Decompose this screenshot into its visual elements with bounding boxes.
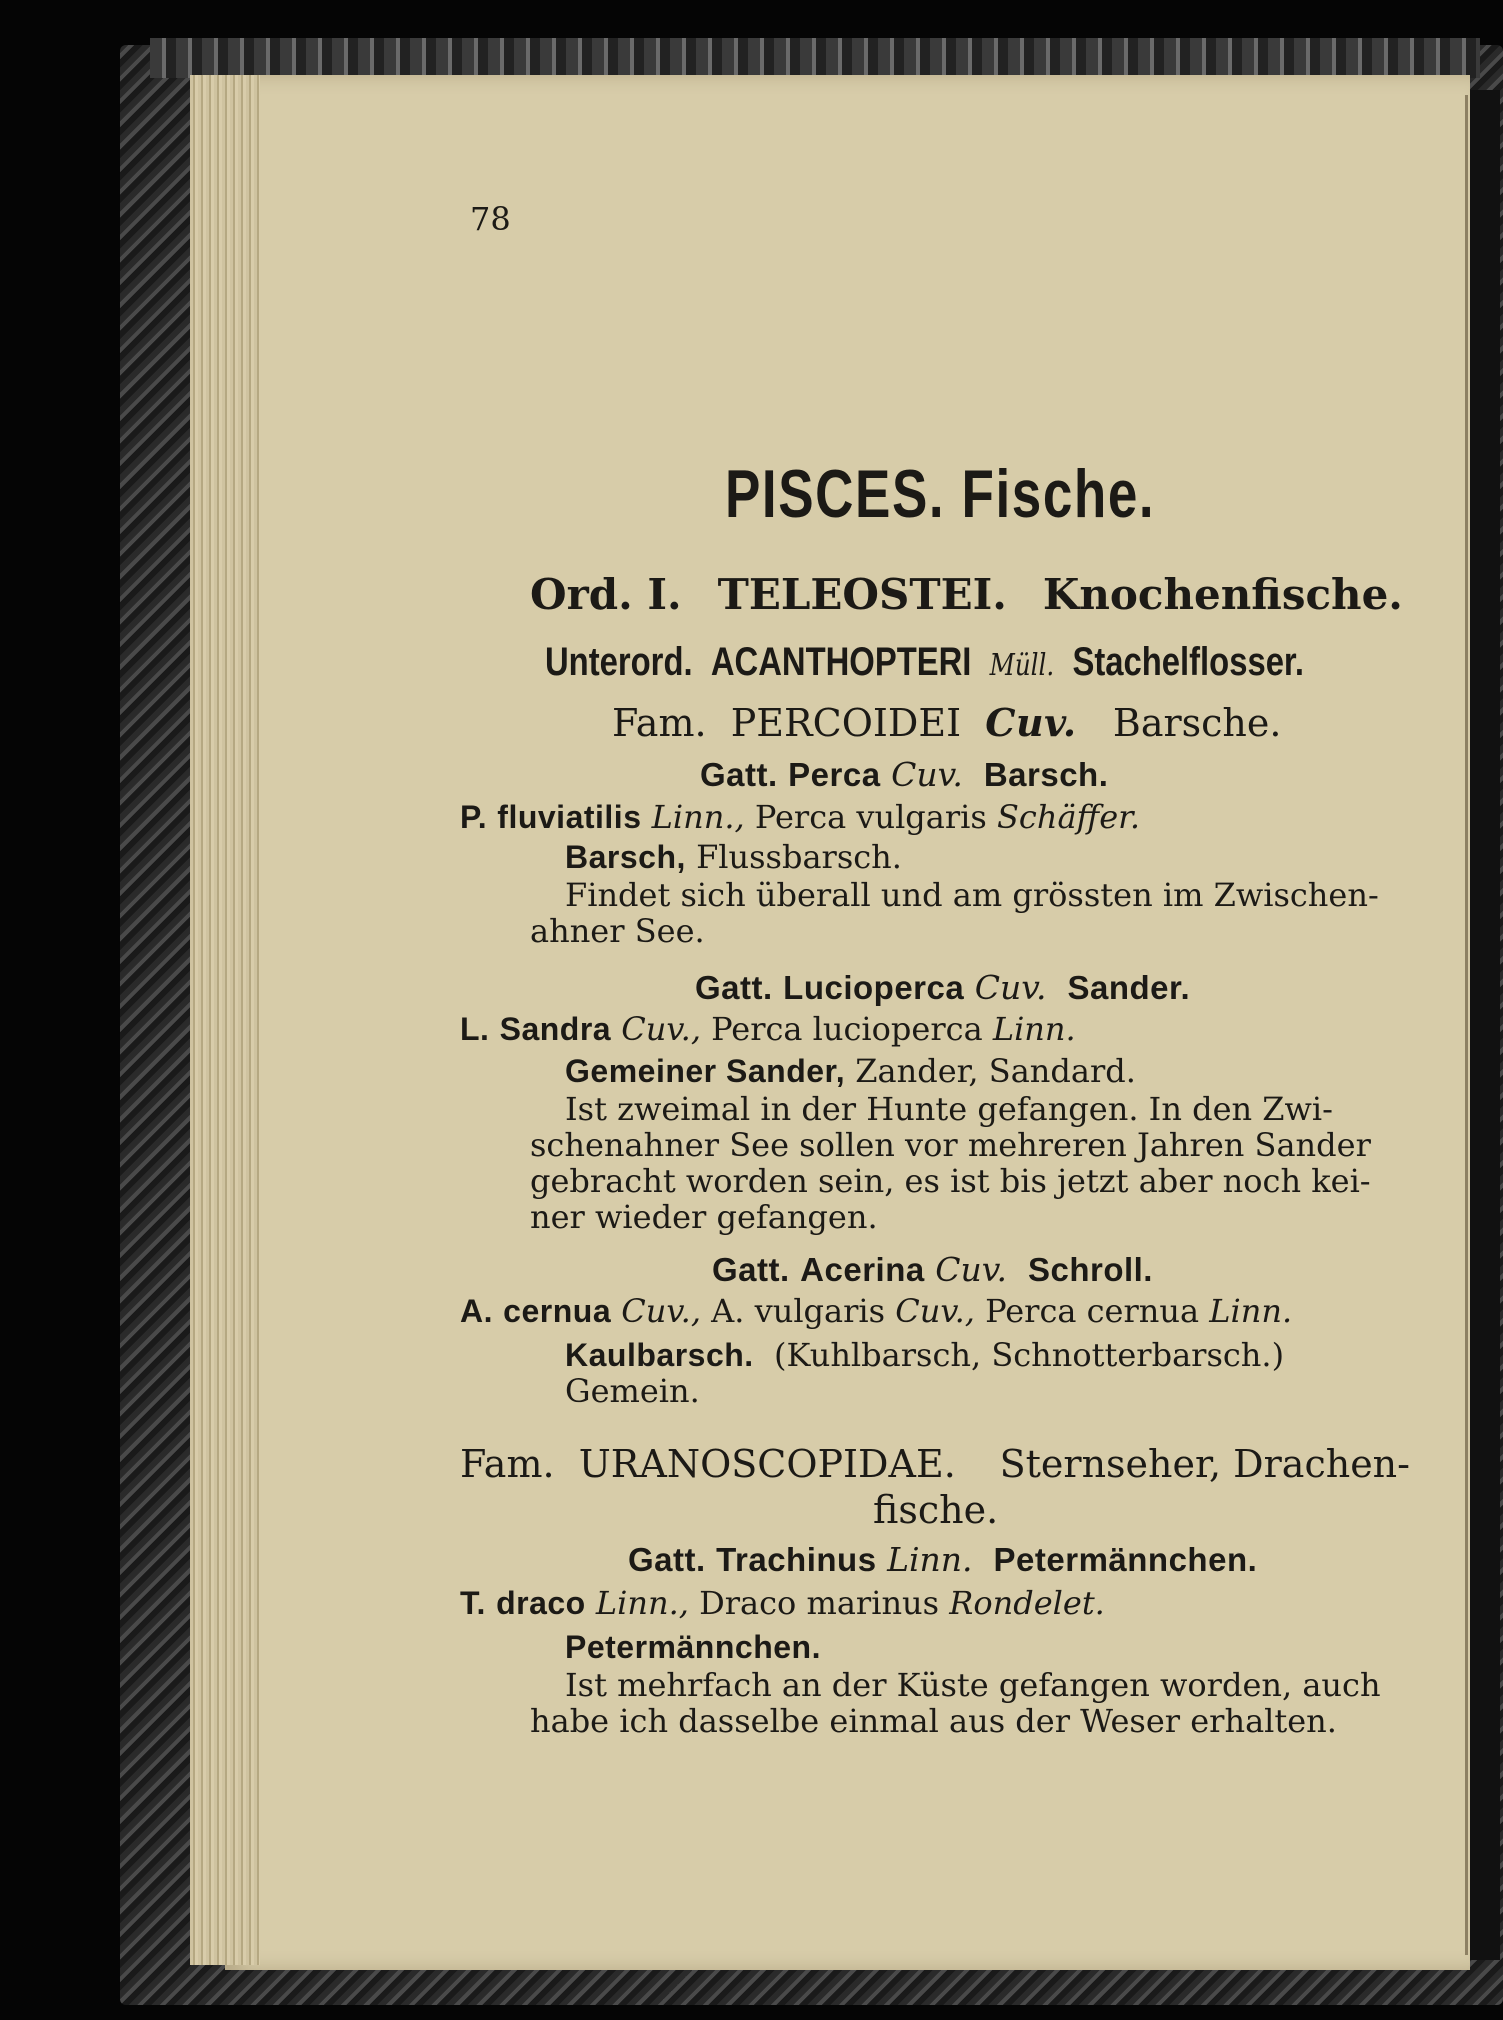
genus1-german: Barsch. xyxy=(983,756,1109,793)
species4-abbr: T. xyxy=(460,1585,486,1621)
family1-author: Cuv. xyxy=(985,700,1077,745)
species4-synonym: Draco marinus xyxy=(699,1584,940,1622)
species1-author: Linn., xyxy=(651,798,745,836)
genus3-latin: Acerina xyxy=(800,1251,925,1288)
order-latin: TELEOSTEI. xyxy=(717,570,1007,619)
species3-syn1-author: Cuv., xyxy=(895,1292,975,1330)
genus2-label: Gatt. xyxy=(695,969,773,1006)
species2-syn-author: Linn. xyxy=(992,1010,1076,1048)
order-label: Ord. I. xyxy=(530,570,682,619)
page-number: 78 xyxy=(470,200,511,238)
species3-note-1: Gemein. xyxy=(565,1372,700,1410)
species-line-4 xyxy=(460,1584,1105,1622)
family-heading-2 xyxy=(460,1442,1410,1486)
species3-common-bold: Kaulbarsch. xyxy=(565,1337,754,1373)
family2-german-1: Sternseher, Drachen- xyxy=(999,1442,1410,1486)
genus-heading-4 xyxy=(628,1540,1257,1579)
species2-common-rest: Zander, Sandard. xyxy=(855,1052,1136,1090)
genus4-author: Linn. xyxy=(887,1540,973,1579)
species3-syn2-author: Linn. xyxy=(1209,1292,1293,1330)
species3-name: cernua xyxy=(503,1293,612,1329)
family1-label: Fam. xyxy=(612,701,707,745)
genus4-latin: Trachinus xyxy=(716,1541,877,1578)
species2-name: Sandra xyxy=(499,1011,612,1047)
species2-note-1: Ist zweimal in der Hunte gefangen. In den Zwi- xyxy=(565,1090,1333,1128)
species3-common-rest: (Kuhlbarsch, Schnotterbarsch.) xyxy=(774,1336,1285,1374)
species3-author: Cuv., xyxy=(621,1292,701,1330)
genus3-label: Gatt. xyxy=(712,1251,790,1288)
species1-common xyxy=(565,838,902,876)
genus2-author: Cuv. xyxy=(974,968,1047,1007)
suborder-label: Unterord. xyxy=(545,640,693,684)
species2-abbr: L. xyxy=(460,1011,490,1047)
species-line-2 xyxy=(460,1010,1076,1048)
genus4-label: Gatt. xyxy=(628,1541,706,1578)
order-german: Knochenfische. xyxy=(1042,570,1403,619)
genus1-author: Cuv. xyxy=(891,755,963,794)
species2-note-4: ner wieder gefangen. xyxy=(530,1198,878,1236)
suborder-author: Müll. xyxy=(989,648,1055,683)
species4-common xyxy=(565,1628,821,1666)
species1-abbr: P. xyxy=(460,799,488,835)
facing-page-edge xyxy=(1470,90,1500,1960)
family2-latin: URANOSCOPIDAE. xyxy=(578,1442,956,1486)
species2-note-2: schenahner See sollen vor mehreren Jahren Sander xyxy=(530,1126,1371,1164)
genus2-latin: Lucioperca xyxy=(783,969,965,1006)
species1-common-rest: Flussbarsch. xyxy=(696,838,902,876)
family2-label: Fam. xyxy=(460,1442,555,1486)
species1-note-1: Findet sich überall und am grössten im Zwischen- xyxy=(565,876,1379,914)
species1-note-2: ahner See. xyxy=(530,912,705,950)
genus3-author: Cuv. xyxy=(935,1250,1007,1289)
species2-author: Cuv., xyxy=(621,1010,701,1048)
suborder-latin: ACANTHOPTERI xyxy=(710,640,972,684)
species4-common-bold: Petermännchen. xyxy=(565,1629,821,1665)
species2-common-bold: Gemeiner Sander, xyxy=(565,1053,846,1089)
species3-synonym2: Perca cernua xyxy=(985,1292,1200,1330)
order-heading xyxy=(530,570,1403,619)
species1-name: fluviatilis xyxy=(497,799,642,835)
family-heading-1 xyxy=(612,700,1281,745)
genus4-german: Petermännchen. xyxy=(993,1541,1258,1578)
species1-common-bold: Barsch, xyxy=(565,839,686,875)
species-line-1 xyxy=(460,798,1140,836)
species3-common xyxy=(565,1336,1284,1374)
species4-note-1: Ist mehrfach an der Küste gefangen worden, auch xyxy=(565,1666,1381,1704)
species4-name: draco xyxy=(496,1585,586,1621)
suborder-german: Stachelflosser. xyxy=(1072,640,1305,684)
species1-synonym: Perca vulgaris xyxy=(754,798,987,836)
page-title: PISCES. Fische. xyxy=(725,456,1156,532)
species3-abbr: A. xyxy=(460,1293,493,1329)
species4-note-2: habe ich dasselbe einmal aus der Weser erhalten. xyxy=(530,1702,1337,1740)
genus-heading-1 xyxy=(700,755,1108,794)
family1-latin: PERCOIDEI xyxy=(730,701,962,745)
species2-common xyxy=(565,1052,1136,1090)
book-spine-top xyxy=(150,38,1480,78)
genus1-latin: Perca xyxy=(788,756,881,793)
genus3-german: Schroll. xyxy=(1027,1251,1153,1288)
species1-syn-author: Schäffer. xyxy=(996,798,1141,836)
species4-author: Linn., xyxy=(595,1584,689,1622)
species3-synonym1: A. vulgaris xyxy=(711,1292,886,1330)
genus1-label: Gatt. xyxy=(700,756,778,793)
suborder-heading xyxy=(545,640,1304,685)
species-line-3 xyxy=(460,1292,1292,1330)
genus2-german: Sander. xyxy=(1067,969,1191,1006)
species2-synonym: Perca lucioperca xyxy=(711,1010,983,1048)
family2-german-2: fische. xyxy=(873,1488,999,1532)
gutter-line xyxy=(1465,95,1468,1955)
species2-note-3: gebracht worden sein, es ist bis jetzt aber noch kei- xyxy=(530,1162,1371,1200)
genus-heading-2 xyxy=(695,968,1190,1007)
page-edges xyxy=(190,75,260,1965)
genus-heading-3 xyxy=(712,1250,1153,1289)
species4-syn-author: Rondelet. xyxy=(949,1584,1105,1622)
family1-german: Barsche. xyxy=(1112,701,1282,745)
